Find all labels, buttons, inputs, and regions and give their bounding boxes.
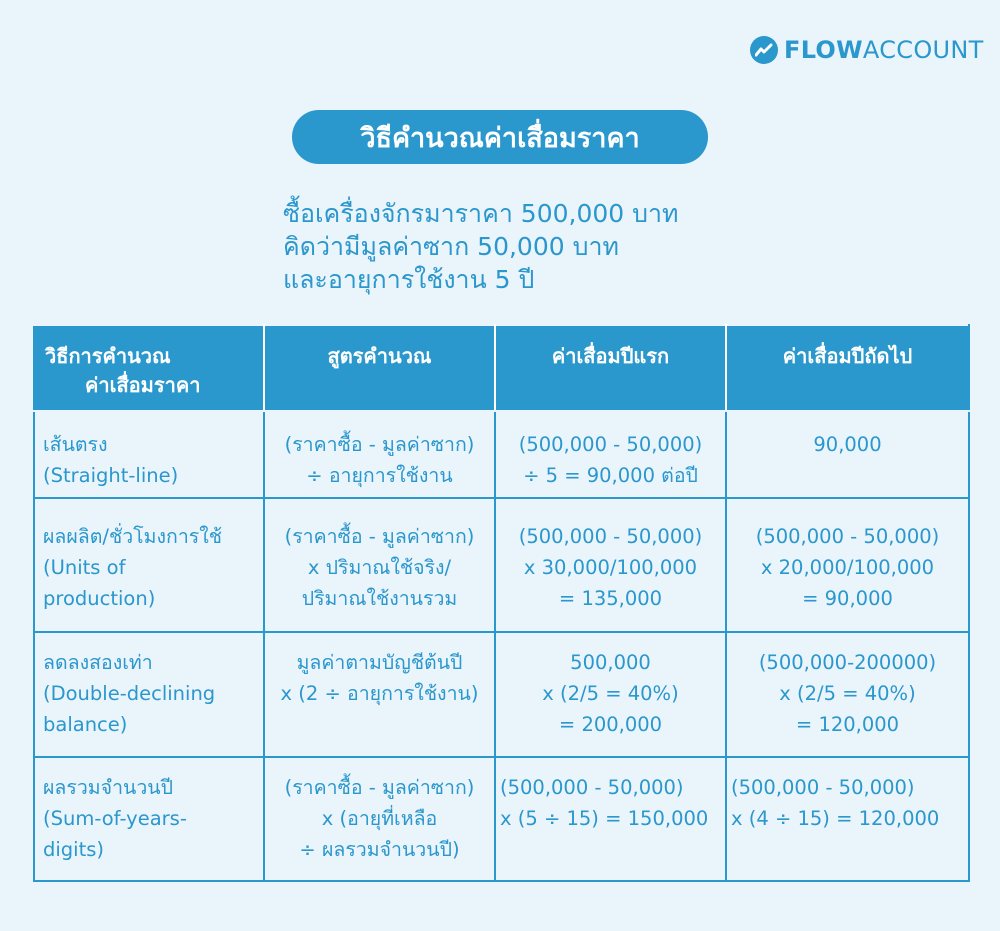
flowaccount-logo (750, 36, 984, 64)
formula-cell (264, 757, 495, 881)
first-year-cell (495, 411, 726, 498)
table-row (34, 632, 969, 757)
cell-line: (500,000-200000) (758, 651, 937, 674)
header-method-line: ค่าเสื่อมราคา (85, 373, 201, 397)
cell-line: มูลค่าตามบัญชีต้นปี (296, 651, 463, 674)
cell-line: ผลผลิต/ชั่วโมงการใช้ (43, 525, 223, 548)
table-row (34, 757, 969, 881)
first-year-cell (495, 632, 726, 757)
formula-cell (264, 632, 495, 757)
cell-line: (Sum-of-years- (43, 807, 187, 830)
cell-line: x (อายุที่เหลือ (321, 807, 438, 830)
intro-line: คิดว่ามีมูลค่าซาก 50,000 บาท (283, 232, 619, 261)
formula-cell (264, 498, 495, 632)
cell-line: (500,000 - 50,000) (731, 776, 915, 799)
cell-line: = 135,000 (558, 587, 663, 610)
brand-name-light: ACCOUNT (862, 36, 984, 64)
cell-line: x (4 ÷ 15) = 120,000 (731, 807, 940, 830)
cell-line: (ราคาซื้อ - มูลค่าซาก) (284, 776, 475, 799)
next-year-cell (726, 411, 969, 498)
method-cell (34, 757, 264, 881)
method-cell (34, 498, 264, 632)
cell-line: = 120,000 (795, 713, 900, 736)
table-row (34, 498, 969, 632)
cell-line: ลดลงสองเท่า (43, 651, 153, 674)
header-method-line: วิธีการคำนวณ (45, 344, 171, 368)
cell-line: ผลรวมจำนวนปี (43, 776, 174, 799)
cell-line: (ราคาซื้อ - มูลค่าซาก) (284, 433, 475, 456)
cell-line: (ราคาซื้อ - มูลค่าซาก) (284, 525, 475, 548)
cell-line: 90,000 (813, 433, 882, 456)
cell-line: x 30,000/100,000 (523, 556, 698, 579)
intro-text (283, 197, 679, 296)
page-title: วิธีคำนวณค่าเสื่อมราคา (292, 110, 708, 164)
cell-line: = 200,000 (558, 713, 663, 736)
cell-line: balance) (43, 713, 128, 736)
depreciation-table (33, 324, 968, 882)
cell-line: ปริมาณใช้งานรวม (301, 587, 458, 610)
cell-line: ÷ อายุการใช้งาน (306, 464, 453, 487)
header-method (34, 325, 264, 411)
next-year-cell (726, 632, 969, 757)
cell-line: เส้นตรง (43, 433, 108, 456)
brand-name-bold: FLOW (784, 36, 863, 64)
table-header-row (34, 325, 969, 411)
cell-line: = 90,000 (802, 587, 893, 610)
intro-line: และอายุการใช้งาน 5 ปี (283, 265, 535, 294)
cell-line: x ปริมาณใช้จริง/ (307, 556, 452, 579)
cell-line: (Double-declining (43, 682, 216, 705)
formula-cell (264, 411, 495, 498)
next-year-cell (726, 498, 969, 632)
method-cell (34, 411, 264, 498)
cell-line: ÷ 5 = 90,000 ต่อปี (523, 464, 698, 487)
cell-line: (500,000 - 50,000) (500, 776, 684, 799)
trend-line-icon (750, 36, 778, 64)
cell-line: x (5 ÷ 15) = 150,000 (500, 807, 709, 830)
header-formula: สูตรคำนวณ (264, 325, 495, 411)
cell-line: (500,000 - 50,000) (755, 525, 940, 548)
next-year-cell (726, 757, 969, 881)
brand-name (784, 38, 984, 62)
cell-line: (Units of (43, 556, 126, 579)
cell-line: 500,000 (570, 651, 651, 674)
cell-line: production) (43, 587, 156, 610)
cell-line: (500,000 - 50,000) (518, 525, 703, 548)
cell-line: x (2 ÷ อายุการใช้งาน) (280, 682, 479, 705)
method-cell (34, 632, 264, 757)
cell-line: (500,000 - 50,000) (518, 433, 703, 456)
cell-line: digits) (43, 838, 105, 861)
cell-line: (Straight-line) (43, 464, 179, 487)
header-first-year: ค่าเสื่อมปีแรก (495, 325, 726, 411)
first-year-cell (495, 498, 726, 632)
intro-line: ซื้อเครื่องจักรมาราคา 500,000 บาท (283, 199, 679, 228)
cell-line: x (2/5 = 40%) (542, 682, 679, 705)
cell-line: x (2/5 = 40%) (779, 682, 916, 705)
first-year-cell (495, 757, 726, 881)
cell-line: ÷ ผลรวมจำนวนปี) (299, 838, 460, 861)
table-row (34, 411, 969, 498)
header-next-year: ค่าเสื่อมปีถัดไป (726, 325, 969, 411)
cell-line: x 20,000/100,000 (760, 556, 935, 579)
